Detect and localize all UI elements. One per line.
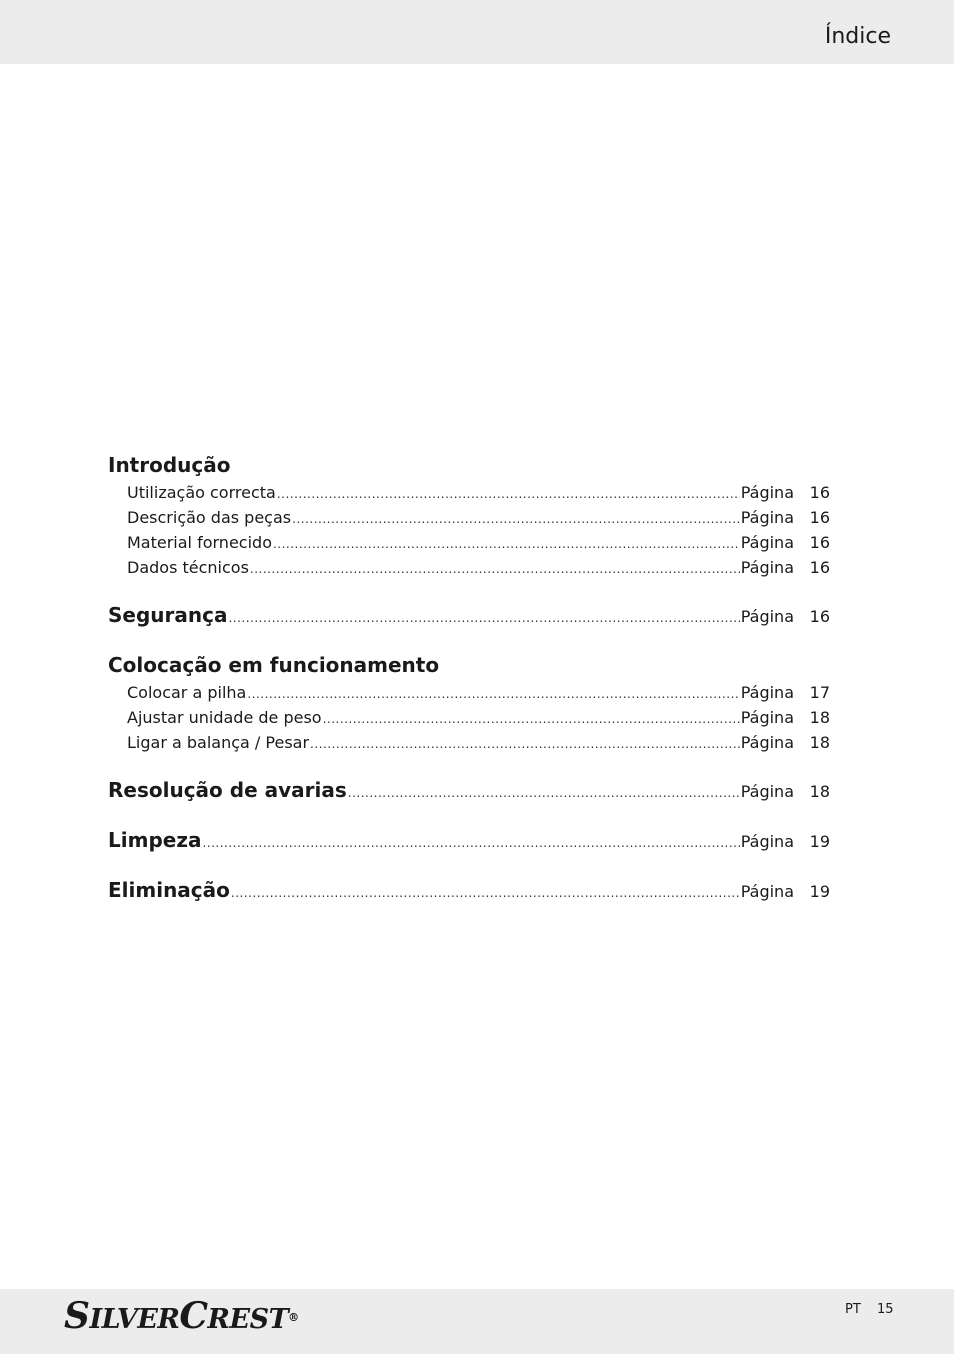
- toc-page-number: 19: [809, 832, 830, 851]
- toc-section-resolucao[interactable]: [108, 775, 830, 805]
- toc-page-number: 16: [809, 483, 830, 502]
- toc-entry[interactable]: [108, 480, 830, 505]
- dot-leader: [277, 482, 740, 505]
- toc-page-word: Página: [740, 882, 794, 901]
- silvercrest-logo: SILVERCREST®: [64, 1295, 299, 1337]
- dot-leader: [323, 707, 740, 730]
- toc-entry-label: Dados técnicos: [127, 558, 249, 577]
- toc-page-number: 18: [809, 733, 830, 752]
- toc-page-number: 18: [809, 708, 830, 727]
- toc-page-word: Página: [740, 832, 794, 851]
- dot-leader: [292, 507, 740, 530]
- dot-leader: [348, 778, 740, 805]
- toc-entry-label: Material fornecido: [127, 533, 272, 552]
- toc-section-seguranca[interactable]: [108, 600, 830, 630]
- toc-page-word: Página: [740, 533, 794, 552]
- toc-page-word: Página: [740, 607, 794, 626]
- toc-section-title: Colocação em funcionamento: [108, 653, 440, 677]
- toc-section-limpeza[interactable]: [108, 825, 830, 855]
- dot-leader: [310, 732, 740, 755]
- toc-section-title: Resolução de avarias: [108, 778, 347, 802]
- toc-entry[interactable]: [108, 530, 830, 555]
- toc-entry-label: Ajustar unidade de peso: [127, 708, 322, 727]
- toc-entry-label: Utilização correcta: [127, 483, 276, 502]
- toc-entry[interactable]: [108, 505, 830, 530]
- toc-page-word: Página: [740, 708, 794, 727]
- header-band: [0, 0, 954, 64]
- toc-entry-label: Colocar a pilha: [127, 683, 247, 702]
- toc-section-colocacao: [108, 650, 830, 755]
- toc-page-number: 18: [809, 782, 830, 801]
- toc-section-eliminacao[interactable]: [108, 875, 830, 905]
- dot-leader: [202, 828, 739, 855]
- toc-page-number: 16: [809, 558, 830, 577]
- toc-section-introducao: [108, 450, 830, 580]
- toc-entry[interactable]: [108, 680, 830, 705]
- toc-page-word: Página: [740, 558, 794, 577]
- table-of-contents: [108, 450, 830, 905]
- dot-leader: [250, 557, 740, 580]
- toc-entry[interactable]: [108, 705, 830, 730]
- dot-leader: [247, 682, 739, 705]
- toc-section-title: Segurança: [108, 603, 228, 627]
- toc-section-title: Eliminação: [108, 878, 230, 902]
- toc-entry[interactable]: [108, 555, 830, 580]
- dot-leader: [231, 878, 740, 905]
- toc-page-word: Página: [740, 508, 794, 527]
- toc-page-word: Página: [740, 683, 794, 702]
- toc-page-number: 16: [809, 607, 830, 626]
- footer-page-number: 15: [877, 1302, 894, 1317]
- toc-page-number: 19: [809, 882, 830, 901]
- toc-section-title: Limpeza: [108, 828, 202, 852]
- toc-page-word: Página: [740, 483, 794, 502]
- toc-entry-label: Ligar a balança / Pesar: [127, 733, 310, 752]
- toc-page-word: Página: [740, 733, 794, 752]
- toc-page-number: 16: [809, 533, 830, 552]
- toc-page-number: 17: [809, 683, 830, 702]
- footer-language: PT: [845, 1302, 861, 1317]
- dot-leader: [273, 532, 740, 555]
- dot-leader: [228, 603, 739, 630]
- page-title: Índice: [824, 24, 891, 49]
- toc-section-title: Introdução: [108, 453, 231, 477]
- toc-page-word: Página: [740, 782, 794, 801]
- toc-entry[interactable]: [108, 730, 830, 755]
- toc-page-number: 16: [809, 508, 830, 527]
- toc-entry-label: Descrição das peças: [127, 508, 292, 527]
